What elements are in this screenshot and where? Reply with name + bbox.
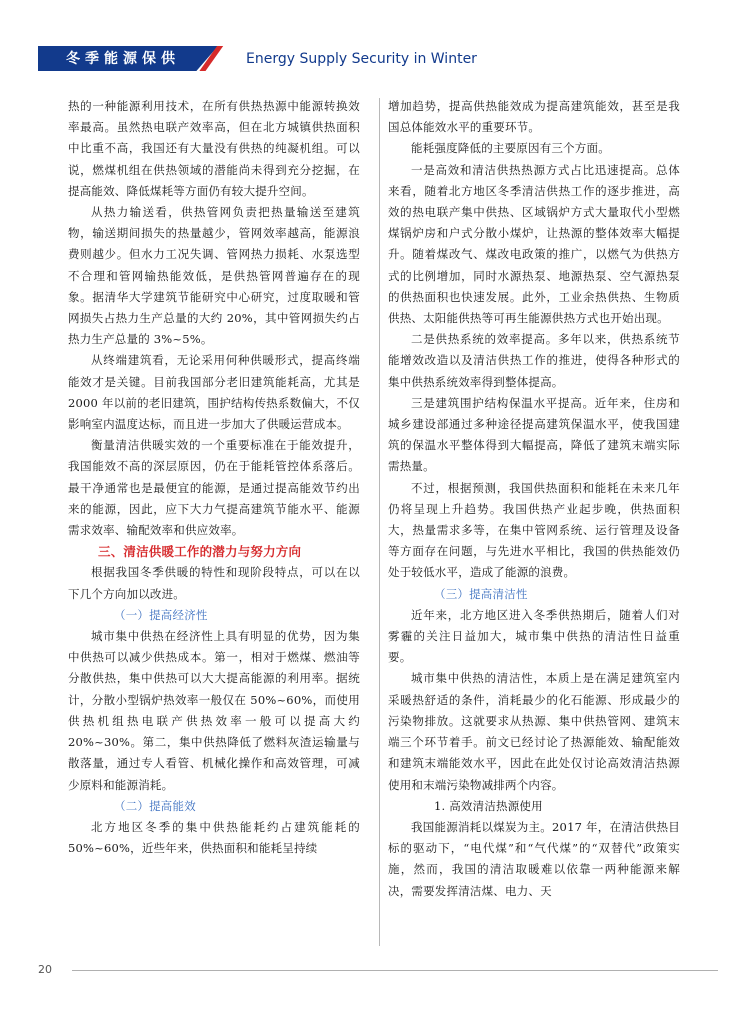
paragraph: 衡量清洁供暖实效的一个重要标准在于能效提升，我国能效不高的深层原因，仍在于能耗管控体系落后。最干净通常也是最便宜的能源，是通过提高能效节约出来的能源，因此，应下大力气提高建筑节能水平、能源需求效率、输配效率和供应效率。 <box>68 438 360 538</box>
right-text-column <box>388 96 680 902</box>
header-chinese-title: 冬季能源保供 <box>66 51 180 67</box>
paragraph: 城市集中供热在经济性上具有明显的优势，因为集中供热可以减少供热成本。第一，相对于燃煤、燃油等分散供热，集中供热可以大大提高能源的利用率。据统计，分散小型锅炉热效率一般仅在 50%~60%，而使用供热机组热电联产供热效率一般可以提高大约 20%~30%。第二，集中供热降低了燃料灰渣运输量与散落量，通过专人看管、机械化操作和高效管理，可减少原料和能源消耗。 <box>68 629 360 792</box>
numbered-heading: 1. 高效清洁热源使用 <box>434 798 543 813</box>
paragraph: 不过，根据预测，我国供热面积和能耗在未来几年仍将呈现上升趋势。我国供热产业起步晚，供热面积大，热量需求多等，在集中管网系统、运行管理及设备等方面存在问题，与先进水平相比，我国的供热能效仍处于较低水平，造成了能源的浪费。 <box>388 480 680 580</box>
paragraph: 增加趋势，提高供热能效成为提高建筑能效，甚至是我国总体能效水平的重要环节。 <box>388 99 680 135</box>
paragraph: 热的一种能源利用技术，在所有供热热源中能源转换效率最高。虽然热电联产效率高，但在北方城镇供热面积中比重不高，我国还有大量没有供热的纯凝机组。可以说，燃煤机组在供热领域的潜能尚未得到充分挖掘，在提高能效、降低煤耗等方面仍有较大提升空间。 <box>68 99 360 198</box>
paragraph: 近年来，北方地区进入冬季供热期后，随着人们对雾霾的关注日益加大，城市集中供热的清洁性日益重要。 <box>388 607 680 665</box>
section-heading: 三、清洁供暖工作的潜力与努力方向 <box>98 544 302 560</box>
paragraph: 从终端建筑看，无论采用何种供暖形式，提高终端能效才是关键。目前我国部分老旧建筑能耗高，尤其是 2000 年以前的老旧建筑，围护结构传热系数偏大，不仅影响室内温度达标，而且进一步加大了供暖运营成本。 <box>68 353 360 432</box>
paragraph: 城市集中供热的清洁性，本质上是在满足建筑室内采暖热舒适的条件，消耗最少的化石能源、形成最少的污染物排放。这就要求从热源、集中供热管网、建筑末端三个环节着手。前文已经讨论了热源能效、输配能效和建筑末端能效水平，因此在此处仅讨论高效清洁热源使用和末端污染物减排两个内容。 <box>388 671 680 792</box>
subsection-heading: （一）提高经济性 <box>114 607 208 622</box>
footer-rule <box>72 970 718 971</box>
header-english-title: Energy Supply Security in Winter <box>246 51 477 67</box>
subsection-heading: （三）提高清洁性 <box>434 586 528 601</box>
paragraph: 一是高效和清洁供热热源方式占比迅速提高。总体来看，随着北方地区冬季清洁供热工作的逐步推进，高效的热电联产集中供热、区域锅炉方式大量取代小型燃煤锅炉房和户式分散小煤炉，让热源的整体效率大幅提升。随着煤改气、煤改电政策的推广，以燃气为供热方式的比例增加，同时水源热泵、地源热泵、空气源热泵的供热面积也快速发展。此外，工业余热供热、生物质供热、太阳能供热等可再生能源供热方式也开始出现。 <box>388 162 680 326</box>
page-number: 20 <box>38 963 52 976</box>
paragraph: 我国能源消耗以煤炭为主。2017 年，在清洁供热目标的驱动下，“电代煤”和“气代煤”的“双替代”政策实施，然而，我国的清洁取暖难以依靠一两种能源来解决，需要发挥清洁煤、电力、天 <box>388 819 680 898</box>
paragraph: 二是供热系统的效率提高。多年以来，供热系统节能增效改造以及清洁供热工作的推进，使得各种形式的集中供热系统效率得到整体提高。 <box>388 332 680 389</box>
column-divider <box>379 98 380 946</box>
page-header <box>38 46 718 71</box>
page-footer <box>38 960 718 980</box>
paragraph: 根据我国冬季供暖的特性和现阶段特点，可以在以下几个方向加以改进。 <box>68 565 360 601</box>
paragraph: 三是建筑围护结构保温水平提高。近年来，住房和城乡建设部通过多种途径提高建筑保温水平，使我国建筑的保温水平整体得到大幅提高，降低了建筑末端实际需热量。 <box>388 395 680 474</box>
left-text-column <box>68 96 360 859</box>
subsection-heading: （二）提高能效 <box>114 798 196 813</box>
paragraph: 北方地区冬季的集中供热能耗约占建筑能耗的 50%~60%，近些年来，供热面积和能耗呈持续 <box>68 819 360 856</box>
paragraph: 从热力输送看，供热管网负责把热量输送至建筑物，输送期间损失的热量越少，管网效率越高，能源浪费则越少。但水力工况失调、管网热力损耗、水泵选型不合理和管网输热能效低，是供热管网普遍存在的现象。据清华大学建筑节能研究中心研究，过度取暖和管网损失占热力生产总量的大约 20%，其中管网损失约占热力生产总量的 3%~5%。 <box>68 205 360 347</box>
paragraph: 能耗强度降低的主要原因有三个方面。 <box>411 141 610 156</box>
